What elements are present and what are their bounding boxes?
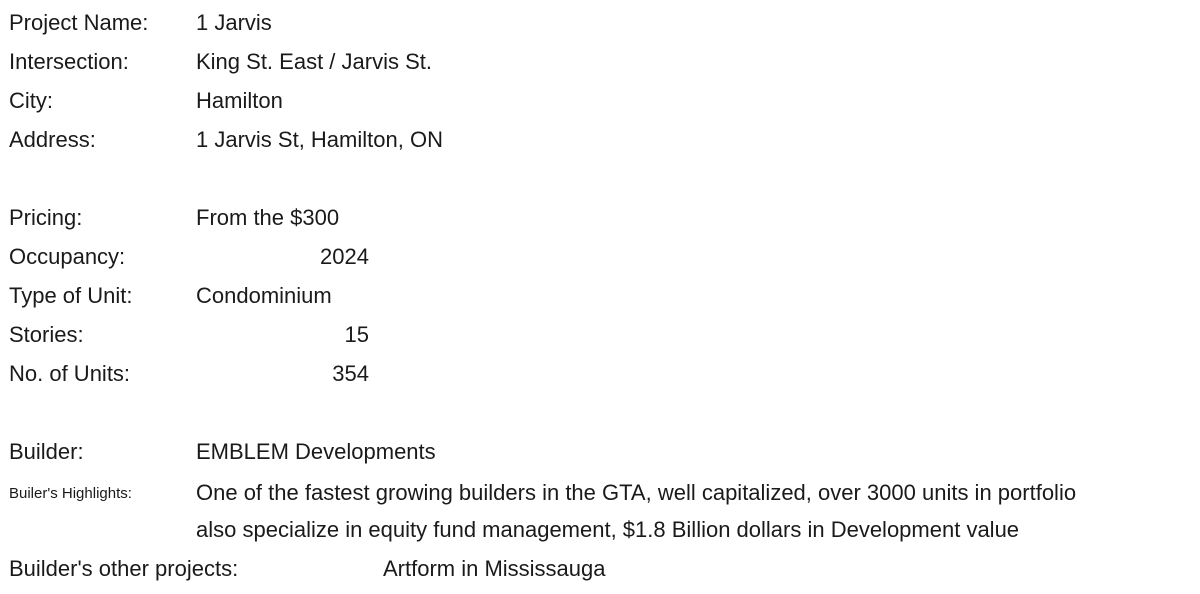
intersection-label: Intersection:: [9, 49, 129, 74]
address-value: 1 Jarvis St, Hamilton, ON: [196, 127, 443, 152]
city-value: Hamilton: [196, 88, 283, 113]
units-label: No. of Units:: [9, 361, 131, 386]
intersection-value: King St. East / Jarvis St.: [196, 49, 432, 74]
other-projects-value: Artform in Mississauga: [383, 556, 606, 581]
builder-highlights-line-2: also specialize in equity fund management, $1.8 Billion dollars in Development value: [196, 517, 1020, 542]
builder-label: Builder:: [9, 439, 84, 464]
builder-value: EMBLEM Developments: [196, 439, 436, 464]
unit-type-value: Condominium: [196, 283, 332, 308]
pricing-value: From the $300: [196, 205, 340, 230]
unit-type-label: Type of Unit:: [9, 283, 133, 308]
address-label: Address:: [9, 127, 96, 152]
project-name-value: 1 Jarvis: [196, 10, 272, 35]
other-projects-label: Builder's other projects:: [9, 556, 239, 581]
occupancy-label: Occupancy:: [9, 244, 126, 269]
builder-highlights-label: Builer's Highlights:: [9, 485, 132, 502]
stories-value: 15: [344, 322, 369, 347]
project-name-label: Project Name:: [9, 10, 149, 35]
occupancy-value: 2024: [320, 244, 369, 269]
stories-label: Stories:: [9, 322, 84, 347]
pricing-label: Pricing:: [9, 205, 83, 230]
units-value: 354: [332, 361, 369, 386]
city-label: City:: [9, 88, 53, 113]
builder-highlights-line-1: One of the fastest growing builders in the GTA, well capitalized, over 3000 units in portfolio: [196, 480, 1077, 505]
